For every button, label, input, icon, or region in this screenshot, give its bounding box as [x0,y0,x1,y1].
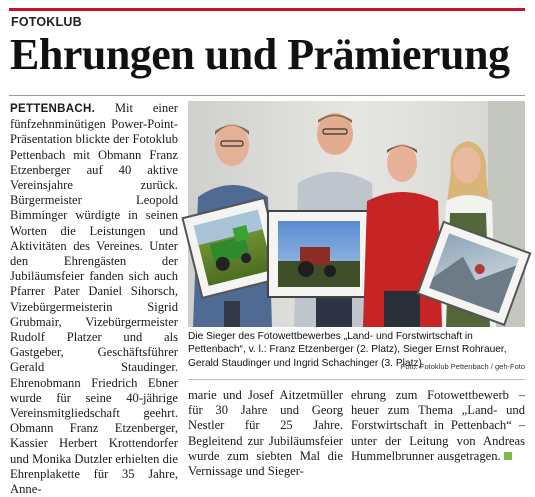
article-text-2: marie und Josef Aitzetmüller für 30 Jahre und Georg Nestler für 25 Jahre. Begleitend zur Jubiläumsfeier wurde zum siebten Mal die Vernissage und Sieger- [188,388,343,479]
article-text-3: ehrung zum Fotowettbewerb – heuer zum Thema „Land- und Forstwirtschaft in Pettenbach“ – unter der Leitung von Andreas Hummelbrunner ausgetragen. [351,388,525,463]
award-photo [188,101,525,327]
section-label: FOTOKLUB [11,15,82,29]
award-photo-illustration [188,101,525,327]
headline: Ehrungen und Prämierung [10,30,510,79]
article-column-1 [10,101,178,497]
dateline: PETTENBACH. [10,103,96,115]
caption-rule [188,379,525,380]
photo-caption: Die Sieger des Fotowettbewerbes „Land- und Forstwirtschaft in Pettenbach“, v. l.: Franz Etzenberger (2. Platz), Sieger Ernst Rohrauer, Gerald Staudinger und Ingrid Schachinger (3. Platz) [188,331,507,369]
photo-credit: Foto: Fotoklub Pettenbach / geh-Foto [400,362,525,371]
headline-rule [9,95,525,96]
article-column-3 [351,388,525,464]
article-column-2 [188,388,343,479]
article-text-1: Mit einer fünfzehnminütigen Power-Point-Präsentation blickte der Fotoklub Pettenbach mit Obmann Franz Etzenberger auf 40 aktive Vereinsjahre zurück. Bürgermeister Leopold Bimminger würdigte in seinen Worten die Leistungen und Aktivitäten des Vereines. Unter den Ehrengästen der Jubiläumsfeier fanden sich auch Pfarrer Pater Daniel Sihorsch, Vizebürgermeisterin Sigrid Grubmair, Vizebürgermeister Rudolf Platzer und als Gastgeber, Geschäftsführer Gerald Staudinger. Ehrenobmann Friedrich Ebner wurde für seine 40-jährige Vereinsmitgliedschaft geehrt. Obmann Franz Etzenberger, Kassier Herbert Krottendorfer und Monika Dutzler erhielten die Ehrenplakette für 35 Jahre, Anne- [10,101,178,497]
end-marker-icon [504,452,512,460]
top-accent-rule [9,8,525,11]
